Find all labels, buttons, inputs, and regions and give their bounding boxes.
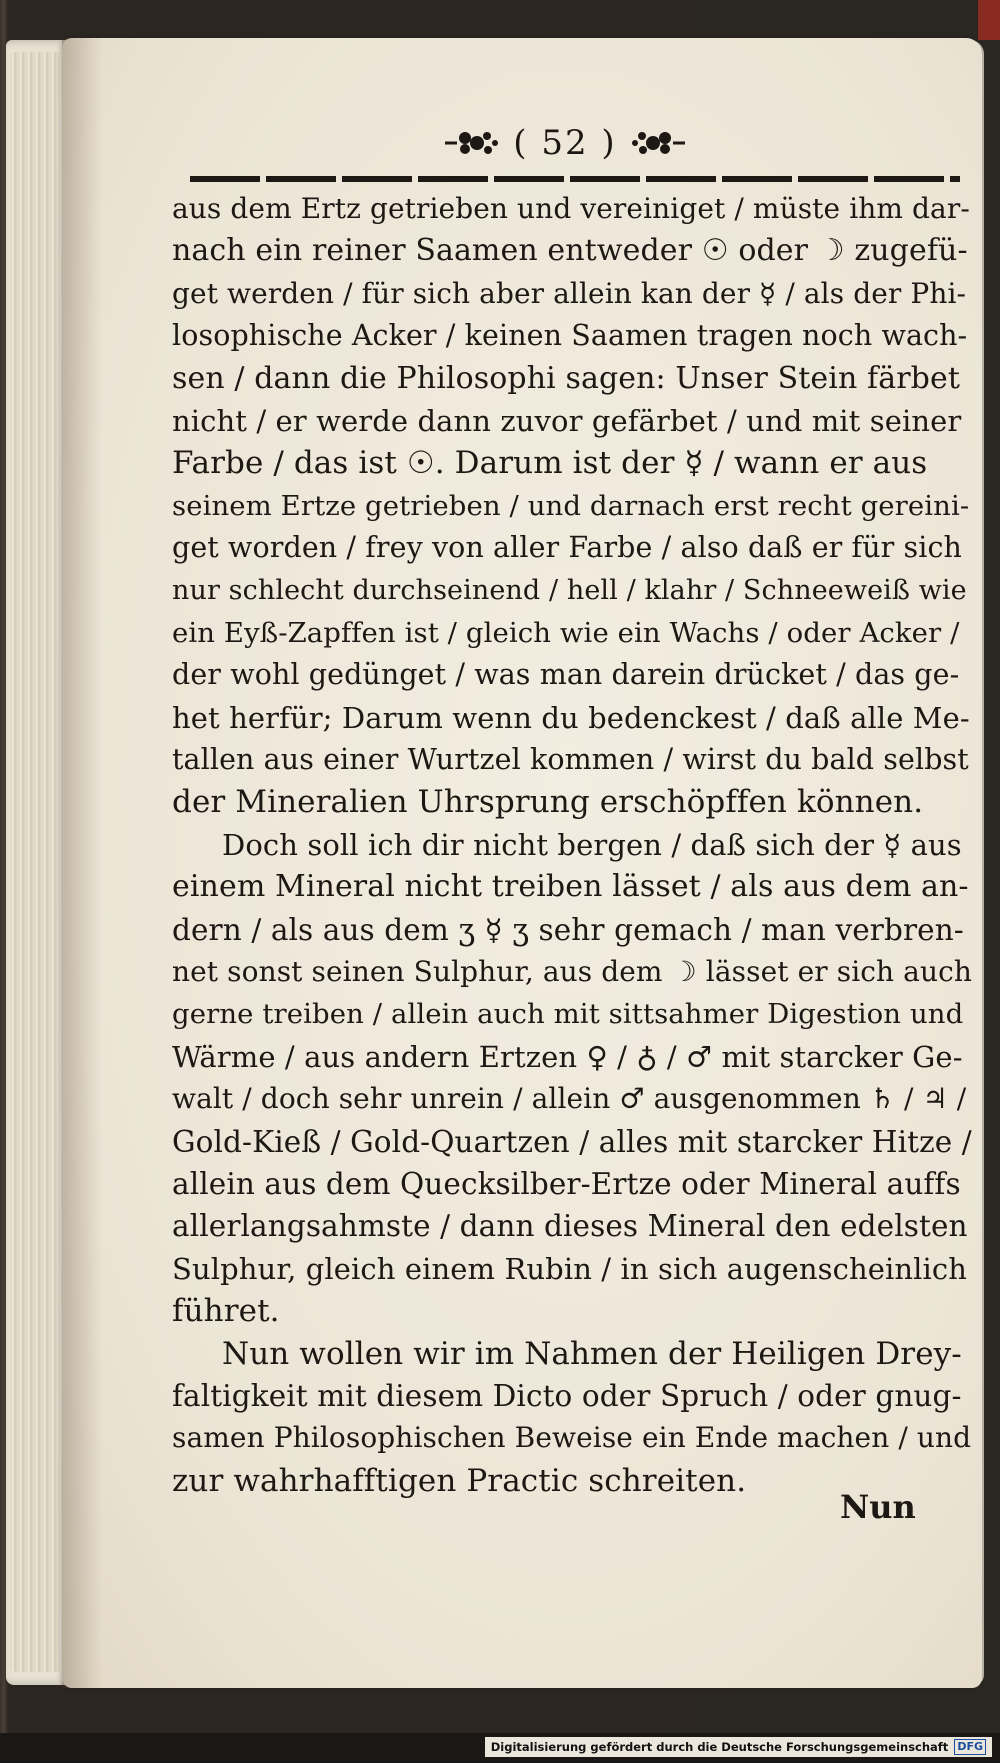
text-line: allein aus dem Quecksilber-Ertze oder Mineral auffs (172, 1166, 961, 1201)
text-line: dern / als aus dem ʒ ☿ ʒ sehr gemach / man verbren- (172, 912, 964, 947)
text-line: Sulphur, gleich einem Rubin / in sich augenscheinlich (172, 1251, 968, 1286)
text-line: einem Mineral nicht treiben lässet / als aus dem an- (172, 869, 969, 905)
text-line: net sonst seinen Sulphur, aus dem ☽ lässet er sich auch (172, 955, 973, 989)
text-line: führet. (172, 1293, 280, 1330)
spine-shadow (62, 38, 102, 1688)
text-line: der wohl gedünget / was man darein drücket / das ge- (172, 658, 960, 692)
text-line: allerlangsahmste / dann dieses Mineral den edelsten (172, 1209, 968, 1244)
footer-bar (0, 1733, 1000, 1763)
text-line: ein Eyß-Zapffen ist / gleich wie ein Wachs / oder Acker / (172, 616, 960, 649)
text-line: Wärme / aus andern Ertzen ♀ / ♁ / ♂ mit starcker Ge- (172, 1039, 963, 1074)
text-line: het herfür; Darum wenn du bedenckest / daß alle Me- (172, 700, 970, 735)
paragraph-start-line: Doch soll ich dir nicht bergen / daß sich der ☿ aus (222, 827, 962, 862)
floral-ornament-icon (441, 126, 499, 160)
text-line: seinem Ertze getrieben / und darnach erst recht gereini- (172, 489, 970, 522)
digitization-credit (485, 1737, 992, 1757)
text-line: faltigkeit mit diesem Dicto oder Spruch / oder gnug- (172, 1378, 962, 1413)
text-line: walt / doch sehr unrein / allein ♂ ausgenommen ♄ / ♃ / (172, 1082, 967, 1116)
text-line: sen / dann die Philosophi sagen: Unser Stein färbet (172, 360, 960, 396)
floral-ornament-icon (631, 126, 689, 160)
text-line: Gold-Kieß / Gold-Quartzen / alles mit starcker Hitze / (172, 1124, 972, 1159)
text-line: losophische Acker / keinen Saamen tragen noch wach- (172, 319, 968, 353)
text-line: nach ein reiner Saamen entweder ☉ oder ☽ zugefü- (172, 233, 968, 269)
text-line: get worden / frey von aller Farbe / also daß er für sich (172, 531, 962, 565)
text-line: zur wahrhafftigen Practic schreiten. (172, 1462, 747, 1499)
text-line: tallen aus einer Wurtzel kommen / wirst du bald selbst (172, 743, 969, 777)
body-text (172, 188, 972, 1502)
text-line: samen Philosophischen Beweise ein Ende machen / und (172, 1421, 972, 1455)
text-line: der Mineralien Uhrsprung erschöpffen können. (172, 784, 924, 821)
text-line: aus dem Ertz getrieben und vereiniget / müste ihm dar- (172, 192, 970, 225)
text-line: gerne treiben / allein auch mit sittsahmer Digestion und (172, 998, 964, 1031)
paragraph-start-line: Nun wollen wir im Nahmen der Heiligen Drey- (222, 1335, 962, 1372)
page-leaf-edges (10, 52, 65, 1672)
header-rule (190, 176, 960, 182)
text-line: get werden / für sich aber allein kan der ☿ / als der Phi- (172, 276, 967, 310)
page-header (400, 118, 730, 168)
text-line: nur schlecht durchseinend / hell / klahr / Schneeweiß wie (172, 574, 967, 606)
dfg-logo-icon: DFG (954, 1739, 986, 1755)
text-line: Farbe / das ist ☉. Darum ist der ☿ / wann er aus (172, 445, 928, 482)
catchword: Nun (840, 1488, 916, 1526)
text-line: nicht / er werde dann zuvor gefärbet / und mit seiner (172, 403, 962, 438)
credit-text: Digitalisierung gefördert durch die Deutsche Forschungsgemeinschaft (490, 1740, 949, 1754)
page-number: ( 52 ) (513, 123, 617, 163)
book-edge-red (978, 0, 1000, 40)
